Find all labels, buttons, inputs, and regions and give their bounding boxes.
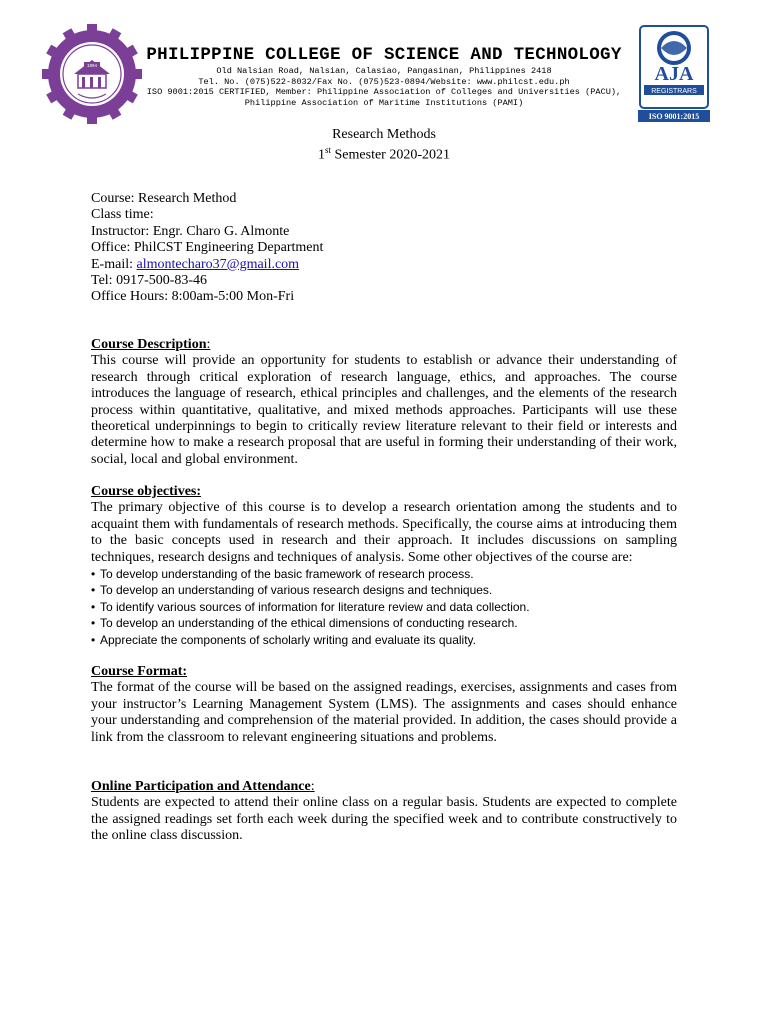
- instructor: Instructor: Engr. Charo G. Almonte: [91, 223, 290, 239]
- tel: Tel: 0917-500-83-46: [91, 273, 208, 289]
- course-format-text: The format of the course will be based on the assigned readings, exercises, assignments and cases from your instructor’s Learning Management System (LMS). The assignments and cases should enhance your understanding and comprehension of the material provided. In addition, the cases should provide a link from the classroom to relevant engineering situations and problems.: [91, 680, 677, 745]
- list-item: • To develop an understanding of various research designs and techniques.: [91, 583, 493, 598]
- svg-text:REGISTRARS: REGISTRARS: [651, 88, 697, 95]
- course-objectives-list: [91, 566, 677, 648]
- svg-text:1994: 1994: [86, 63, 98, 68]
- online-participation-heading: Online Participation and Attendance:: [91, 779, 315, 794]
- email-line: E-mail: almontecharo37@gmail.com: [91, 256, 300, 272]
- college-seal-logo: [40, 22, 144, 126]
- course-description-section: [91, 337, 677, 468]
- online-participation-section: [91, 779, 677, 845]
- office: Office: PhilCST Engineering Department: [91, 240, 324, 256]
- course-description-text: This course will provide an opportunity for students to establish or advance their understanding of research through critical exploration of research language, ethics, and approaches. The course introduces the language of research, ethical principles and challenges, and the elements of the research process within quantitative, qualitative, and mixed methods approaches. Participants will use these theoretical underpinnings to begin to critically review literature relevant to their field or interests and determine how to make a research proposal that are useful in forming their understanding of their work, social, local and global environment.: [91, 353, 677, 467]
- online-participation-text: Students are expected to attend their online class on a regular basis. Students are expected to complete the assigned readings set forth each week during the specified week and to contribute constructively to the online class discussion.: [91, 795, 677, 844]
- course-format-heading: Course Format:: [91, 664, 188, 679]
- office-hours: Office Hours: 8:00am-5:00 Mon-Fri: [91, 289, 295, 305]
- list-item: • To develop an understanding of the ethical dimensions of conducting research.: [91, 616, 518, 631]
- list-item: • To identify various sources of information for literature review and data collection.: [91, 599, 530, 614]
- course-objectives-text: The primary objective of this course is to develop a research orientation among the students and to acquaint them with fundamentals of research methods. Specifically, the course aims at introducing them to the basic concepts used in research and their approach. It includes discussions on sampling techniques, research designs and techniques of analysis. Some other objectives of the course are:: [91, 500, 677, 565]
- course-description-heading: Course Description:: [91, 337, 211, 352]
- course-name: Course: Research Method: [91, 191, 237, 206]
- course-objectives-section: [91, 484, 677, 648]
- document-title: Research Methods: [332, 127, 436, 142]
- college-address: Old Nalsian Road, Nalsian, Calasiao, Pangasinan, Philippines 2418: [216, 66, 552, 76]
- college-contact: Tel. No. (075)522-8032/Fax No. (075)523-0894/Website: www.philcst.edu.ph: [198, 76, 570, 87]
- college-name: PHILIPPINE COLLEGE OF SCIENCE AND TECHNOLOGY: [146, 45, 622, 65]
- course-info: [91, 191, 323, 306]
- document-semester: 1st Semester 2020-2021: [318, 145, 450, 163]
- college-header: [140, 44, 628, 108]
- svg-text:AJA: AJA: [654, 63, 694, 85]
- college-pami-line: Philippine Association of Maritime Institutions (PAMI): [244, 97, 524, 108]
- class-time: Class time:: [91, 207, 154, 223]
- email-link[interactable]: almontecharo37@gmail.com: [136, 256, 300, 272]
- list-item: • Appreciate the components of scholarly writing and evaluate its quality.: [91, 632, 476, 647]
- college-iso-line: ISO 9001:2015 CERTIFIED, Member: Philippine Association of Colleges and Universities (PACU),: [146, 87, 622, 97]
- list-item: • To develop understanding of the basic framework of research process.: [91, 567, 474, 582]
- svg-text:ISO 9001:2015: ISO 9001:2015: [648, 112, 700, 121]
- aja-registrars-logo: [638, 24, 710, 122]
- course-format-section: [91, 664, 677, 746]
- course-objectives-heading: Course objectives:: [91, 484, 202, 499]
